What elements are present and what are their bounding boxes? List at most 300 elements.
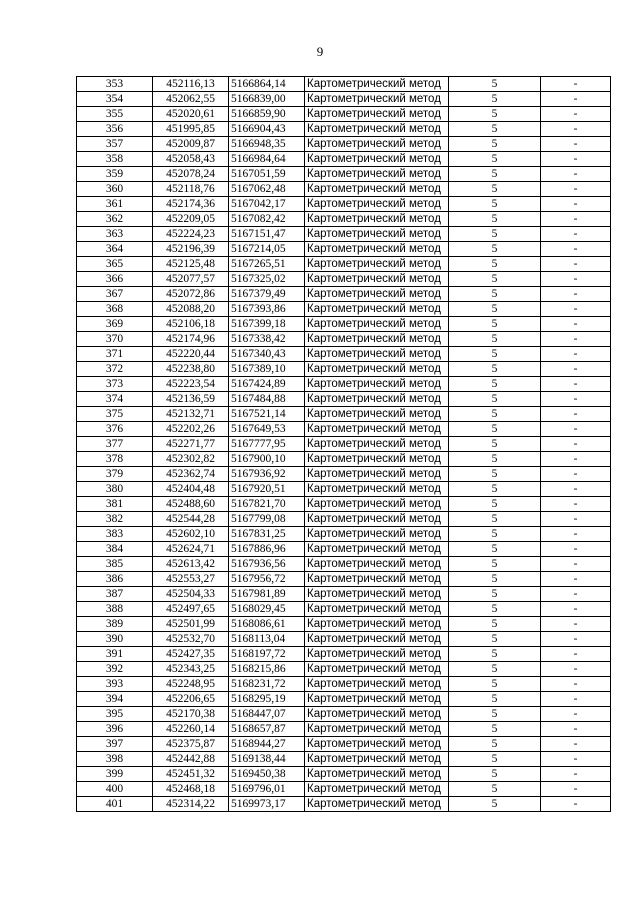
accuracy-cell: 5 <box>449 92 541 107</box>
y-coordinate-cell: 5169973,17 <box>229 797 305 812</box>
note-cell: - <box>541 602 611 617</box>
accuracy-cell: 5 <box>449 752 541 767</box>
point-number-cell: 361 <box>77 197 153 212</box>
y-coordinate-cell: 5167042,17 <box>229 197 305 212</box>
point-number-cell: 398 <box>77 752 153 767</box>
accuracy-cell: 5 <box>449 452 541 467</box>
method-cell: Картометрический метод <box>305 707 449 722</box>
note-cell: - <box>541 677 611 692</box>
y-coordinate-cell: 5168231,72 <box>229 677 305 692</box>
note-cell: - <box>541 197 611 212</box>
point-number-cell: 360 <box>77 182 153 197</box>
accuracy-cell: 5 <box>449 407 541 422</box>
y-coordinate-cell: 5167920,51 <box>229 482 305 497</box>
y-coordinate-cell: 5166904,43 <box>229 122 305 137</box>
method-cell: Картометрический метод <box>305 197 449 212</box>
x-coordinate-cell: 452260,14 <box>153 722 229 737</box>
x-coordinate-cell: 452602,10 <box>153 527 229 542</box>
x-coordinate-cell: 452271,77 <box>153 437 229 452</box>
note-cell: - <box>541 707 611 722</box>
accuracy-cell: 5 <box>449 797 541 812</box>
point-number-cell: 379 <box>77 467 153 482</box>
table-row <box>77 392 611 407</box>
y-coordinate-cell: 5169796,01 <box>229 782 305 797</box>
accuracy-cell: 5 <box>449 137 541 152</box>
table-row <box>77 167 611 182</box>
y-coordinate-cell: 5167062,48 <box>229 182 305 197</box>
method-cell: Картометрический метод <box>305 242 449 257</box>
table-row <box>77 332 611 347</box>
table-row <box>77 437 611 452</box>
point-number-cell: 393 <box>77 677 153 692</box>
accuracy-cell: 5 <box>449 617 541 632</box>
table-row <box>77 302 611 317</box>
y-coordinate-cell: 5168197,72 <box>229 647 305 662</box>
table-row <box>77 737 611 752</box>
method-cell: Картометрический метод <box>305 167 449 182</box>
method-cell: Картометрический метод <box>305 602 449 617</box>
note-cell: - <box>541 212 611 227</box>
note-cell: - <box>541 722 611 737</box>
y-coordinate-cell: 5167389,10 <box>229 362 305 377</box>
point-number-cell: 353 <box>77 77 153 92</box>
note-cell: - <box>541 392 611 407</box>
method-cell: Картометрический метод <box>305 797 449 812</box>
table-row <box>77 422 611 437</box>
accuracy-cell: 5 <box>449 737 541 752</box>
note-cell: - <box>541 407 611 422</box>
y-coordinate-cell: 5167484,88 <box>229 392 305 407</box>
table-row <box>77 122 611 137</box>
note-cell: - <box>541 512 611 527</box>
x-coordinate-cell: 452362,74 <box>153 467 229 482</box>
table-row <box>77 662 611 677</box>
x-coordinate-cell: 452375,87 <box>153 737 229 752</box>
note-cell: - <box>541 92 611 107</box>
y-coordinate-cell: 5168113,04 <box>229 632 305 647</box>
method-cell: Картометрический метод <box>305 677 449 692</box>
table-row <box>77 317 611 332</box>
x-coordinate-cell: 452544,28 <box>153 512 229 527</box>
table-row <box>77 107 611 122</box>
table-row <box>77 152 611 167</box>
page-number: 9 <box>316 44 324 59</box>
y-coordinate-cell: 5168447,07 <box>229 707 305 722</box>
method-cell: Картометрический метод <box>305 272 449 287</box>
accuracy-cell: 5 <box>449 107 541 122</box>
y-coordinate-cell: 5167265,51 <box>229 257 305 272</box>
method-cell: Картометрический метод <box>305 227 449 242</box>
coordinates-table <box>76 76 611 812</box>
table-row <box>77 92 611 107</box>
note-cell: - <box>541 767 611 782</box>
table-row <box>77 692 611 707</box>
point-number-cell: 354 <box>77 92 153 107</box>
x-coordinate-cell: 452497,65 <box>153 602 229 617</box>
method-cell: Картометрический метод <box>305 257 449 272</box>
method-cell: Картометрический метод <box>305 452 449 467</box>
accuracy-cell: 5 <box>449 122 541 137</box>
method-cell: Картометрический метод <box>305 632 449 647</box>
accuracy-cell: 5 <box>449 722 541 737</box>
accuracy-cell: 5 <box>449 497 541 512</box>
method-cell: Картометрический метод <box>305 182 449 197</box>
y-coordinate-cell: 5167956,72 <box>229 572 305 587</box>
table-row <box>77 242 611 257</box>
y-coordinate-cell: 5167399,18 <box>229 317 305 332</box>
point-number-cell: 372 <box>77 362 153 377</box>
note-cell: - <box>541 107 611 122</box>
accuracy-cell: 5 <box>449 347 541 362</box>
point-number-cell: 392 <box>77 662 153 677</box>
x-coordinate-cell: 452553,27 <box>153 572 229 587</box>
accuracy-cell: 5 <box>449 602 541 617</box>
accuracy-cell: 5 <box>449 227 541 242</box>
table-row <box>77 752 611 767</box>
y-coordinate-cell: 5167424,89 <box>229 377 305 392</box>
point-number-cell: 374 <box>77 392 153 407</box>
table-row <box>77 377 611 392</box>
table-row <box>77 782 611 797</box>
note-cell: - <box>541 542 611 557</box>
note-cell: - <box>541 167 611 182</box>
x-coordinate-cell: 452174,36 <box>153 197 229 212</box>
table-row <box>77 572 611 587</box>
table-row <box>77 137 611 152</box>
note-cell: - <box>541 467 611 482</box>
accuracy-cell: 5 <box>449 152 541 167</box>
method-cell: Картометрический метод <box>305 752 449 767</box>
table-row <box>77 347 611 362</box>
method-cell: Картометрический метод <box>305 332 449 347</box>
x-coordinate-cell: 452248,95 <box>153 677 229 692</box>
accuracy-cell: 5 <box>449 512 541 527</box>
note-cell: - <box>541 497 611 512</box>
point-number-cell: 359 <box>77 167 153 182</box>
table-row <box>77 542 611 557</box>
y-coordinate-cell: 5168944,27 <box>229 737 305 752</box>
x-coordinate-cell: 452220,44 <box>153 347 229 362</box>
accuracy-cell: 5 <box>449 257 541 272</box>
x-coordinate-cell: 452202,26 <box>153 422 229 437</box>
method-cell: Картометрический метод <box>305 422 449 437</box>
x-coordinate-cell: 451995,85 <box>153 122 229 137</box>
x-coordinate-cell: 452136,59 <box>153 392 229 407</box>
accuracy-cell: 5 <box>449 527 541 542</box>
point-number-cell: 375 <box>77 407 153 422</box>
y-coordinate-cell: 5167649,53 <box>229 422 305 437</box>
table-row <box>77 767 611 782</box>
accuracy-cell: 5 <box>449 482 541 497</box>
table-row <box>77 407 611 422</box>
point-number-cell: 401 <box>77 797 153 812</box>
x-coordinate-cell: 452078,24 <box>153 167 229 182</box>
x-coordinate-cell: 452106,18 <box>153 317 229 332</box>
table-row <box>77 497 611 512</box>
x-coordinate-cell: 452224,23 <box>153 227 229 242</box>
y-coordinate-cell: 5167340,43 <box>229 347 305 362</box>
y-coordinate-cell: 5167082,42 <box>229 212 305 227</box>
y-coordinate-cell: 5167338,42 <box>229 332 305 347</box>
x-coordinate-cell: 452196,39 <box>153 242 229 257</box>
y-coordinate-cell: 5167214,05 <box>229 242 305 257</box>
point-number-cell: 365 <box>77 257 153 272</box>
point-number-cell: 400 <box>77 782 153 797</box>
note-cell: - <box>541 797 611 812</box>
point-number-cell: 363 <box>77 227 153 242</box>
y-coordinate-cell: 5169450,38 <box>229 767 305 782</box>
y-coordinate-cell: 5167831,25 <box>229 527 305 542</box>
x-coordinate-cell: 452314,22 <box>153 797 229 812</box>
table-row <box>77 557 611 572</box>
note-cell: - <box>541 662 611 677</box>
x-coordinate-cell: 452058,43 <box>153 152 229 167</box>
method-cell: Картометрический метод <box>305 557 449 572</box>
x-coordinate-cell: 452206,65 <box>153 692 229 707</box>
point-number-cell: 364 <box>77 242 153 257</box>
point-number-cell: 357 <box>77 137 153 152</box>
note-cell: - <box>541 632 611 647</box>
method-cell: Картометрический метод <box>305 617 449 632</box>
y-coordinate-cell: 5167151,47 <box>229 227 305 242</box>
accuracy-cell: 5 <box>449 587 541 602</box>
note-cell: - <box>541 272 611 287</box>
note-cell: - <box>541 452 611 467</box>
x-coordinate-cell: 452468,18 <box>153 782 229 797</box>
method-cell: Картометрический метод <box>305 527 449 542</box>
x-coordinate-cell: 452009,87 <box>153 137 229 152</box>
table-row <box>77 482 611 497</box>
table-row <box>77 722 611 737</box>
y-coordinate-cell: 5168029,45 <box>229 602 305 617</box>
method-cell: Картометрический метод <box>305 92 449 107</box>
y-coordinate-cell: 5167799,08 <box>229 512 305 527</box>
method-cell: Картометрический метод <box>305 542 449 557</box>
method-cell: Картометрический метод <box>305 512 449 527</box>
note-cell: - <box>541 647 611 662</box>
method-cell: Картометрический метод <box>305 722 449 737</box>
point-number-cell: 395 <box>77 707 153 722</box>
accuracy-cell: 5 <box>449 362 541 377</box>
table-row <box>77 257 611 272</box>
point-number-cell: 388 <box>77 602 153 617</box>
x-coordinate-cell: 452223,54 <box>153 377 229 392</box>
method-cell: Картометрический метод <box>305 497 449 512</box>
table-row <box>77 227 611 242</box>
accuracy-cell: 5 <box>449 317 541 332</box>
point-number-cell: 371 <box>77 347 153 362</box>
note-cell: - <box>541 752 611 767</box>
table-row <box>77 512 611 527</box>
y-coordinate-cell: 5167936,92 <box>229 467 305 482</box>
accuracy-cell: 5 <box>449 467 541 482</box>
method-cell: Картометрический метод <box>305 437 449 452</box>
method-cell: Картометрический метод <box>305 392 449 407</box>
point-number-cell: 378 <box>77 452 153 467</box>
point-number-cell: 370 <box>77 332 153 347</box>
accuracy-cell: 5 <box>449 662 541 677</box>
table-row <box>77 587 611 602</box>
x-coordinate-cell: 452613,42 <box>153 557 229 572</box>
accuracy-cell: 5 <box>449 647 541 662</box>
y-coordinate-cell: 5168086,61 <box>229 617 305 632</box>
point-number-cell: 380 <box>77 482 153 497</box>
accuracy-cell: 5 <box>449 692 541 707</box>
method-cell: Картометрический метод <box>305 407 449 422</box>
note-cell: - <box>541 737 611 752</box>
y-coordinate-cell: 5167777,95 <box>229 437 305 452</box>
accuracy-cell: 5 <box>449 77 541 92</box>
point-number-cell: 390 <box>77 632 153 647</box>
y-coordinate-cell: 5166984,64 <box>229 152 305 167</box>
method-cell: Картометрический метод <box>305 137 449 152</box>
x-coordinate-cell: 452174,96 <box>153 332 229 347</box>
table-row <box>77 647 611 662</box>
note-cell: - <box>541 347 611 362</box>
point-number-cell: 381 <box>77 497 153 512</box>
accuracy-cell: 5 <box>449 182 541 197</box>
method-cell: Картометрический метод <box>305 287 449 302</box>
accuracy-cell: 5 <box>449 287 541 302</box>
accuracy-cell: 5 <box>449 332 541 347</box>
table-row <box>77 287 611 302</box>
x-coordinate-cell: 452404,48 <box>153 482 229 497</box>
table-row <box>77 272 611 287</box>
accuracy-cell: 5 <box>449 167 541 182</box>
x-coordinate-cell: 452451,32 <box>153 767 229 782</box>
y-coordinate-cell: 5167393,86 <box>229 302 305 317</box>
note-cell: - <box>541 527 611 542</box>
point-number-cell: 358 <box>77 152 153 167</box>
x-coordinate-cell: 452504,33 <box>153 587 229 602</box>
method-cell: Картометрический метод <box>305 122 449 137</box>
accuracy-cell: 5 <box>449 392 541 407</box>
table-row <box>77 197 611 212</box>
y-coordinate-cell: 5167886,96 <box>229 542 305 557</box>
method-cell: Картометрический метод <box>305 347 449 362</box>
point-number-cell: 355 <box>77 107 153 122</box>
table-row <box>77 707 611 722</box>
table-row <box>77 182 611 197</box>
y-coordinate-cell: 5167821,70 <box>229 497 305 512</box>
x-coordinate-cell: 452088,20 <box>153 302 229 317</box>
x-coordinate-cell: 452072,86 <box>153 287 229 302</box>
note-cell: - <box>541 317 611 332</box>
table-row <box>77 797 611 812</box>
x-coordinate-cell: 452427,35 <box>153 647 229 662</box>
accuracy-cell: 5 <box>449 542 541 557</box>
y-coordinate-cell: 5168657,87 <box>229 722 305 737</box>
method-cell: Картометрический метод <box>305 662 449 677</box>
table-row <box>77 527 611 542</box>
point-number-cell: 367 <box>77 287 153 302</box>
note-cell: - <box>541 557 611 572</box>
y-coordinate-cell: 5166859,90 <box>229 107 305 122</box>
y-coordinate-cell: 5166839,00 <box>229 92 305 107</box>
point-number-cell: 394 <box>77 692 153 707</box>
table-row <box>77 212 611 227</box>
table-row <box>77 602 611 617</box>
point-number-cell: 356 <box>77 122 153 137</box>
method-cell: Картометрический метод <box>305 782 449 797</box>
note-cell: - <box>541 242 611 257</box>
method-cell: Картометрический метод <box>305 692 449 707</box>
point-number-cell: 391 <box>77 647 153 662</box>
point-number-cell: 387 <box>77 587 153 602</box>
y-coordinate-cell: 5166864,14 <box>229 77 305 92</box>
note-cell: - <box>541 152 611 167</box>
method-cell: Картометрический метод <box>305 572 449 587</box>
accuracy-cell: 5 <box>449 302 541 317</box>
table-row <box>77 677 611 692</box>
note-cell: - <box>541 587 611 602</box>
x-coordinate-cell: 452302,82 <box>153 452 229 467</box>
accuracy-cell: 5 <box>449 707 541 722</box>
note-cell: - <box>541 617 611 632</box>
method-cell: Картометрический метод <box>305 317 449 332</box>
note-cell: - <box>541 437 611 452</box>
y-coordinate-cell: 5169138,44 <box>229 752 305 767</box>
note-cell: - <box>541 77 611 92</box>
table-row <box>77 617 611 632</box>
accuracy-cell: 5 <box>449 767 541 782</box>
table-row <box>77 632 611 647</box>
accuracy-cell: 5 <box>449 572 541 587</box>
x-coordinate-cell: 452532,70 <box>153 632 229 647</box>
note-cell: - <box>541 137 611 152</box>
point-number-cell: 376 <box>77 422 153 437</box>
point-number-cell: 369 <box>77 317 153 332</box>
y-coordinate-cell: 5168295,19 <box>229 692 305 707</box>
y-coordinate-cell: 5167379,49 <box>229 287 305 302</box>
table-row <box>77 362 611 377</box>
table-body <box>77 77 611 812</box>
accuracy-cell: 5 <box>449 197 541 212</box>
x-coordinate-cell: 452077,57 <box>153 272 229 287</box>
x-coordinate-cell: 452125,48 <box>153 257 229 272</box>
y-coordinate-cell: 5167900,10 <box>229 452 305 467</box>
point-number-cell: 389 <box>77 617 153 632</box>
accuracy-cell: 5 <box>449 437 541 452</box>
point-number-cell: 397 <box>77 737 153 752</box>
note-cell: - <box>541 692 611 707</box>
accuracy-cell: 5 <box>449 557 541 572</box>
point-number-cell: 366 <box>77 272 153 287</box>
note-cell: - <box>541 182 611 197</box>
accuracy-cell: 5 <box>449 377 541 392</box>
method-cell: Картометрический метод <box>305 377 449 392</box>
x-coordinate-cell: 452209,05 <box>153 212 229 227</box>
accuracy-cell: 5 <box>449 677 541 692</box>
point-number-cell: 385 <box>77 557 153 572</box>
x-coordinate-cell: 452343,25 <box>153 662 229 677</box>
table-row <box>77 452 611 467</box>
note-cell: - <box>541 302 611 317</box>
x-coordinate-cell: 452501,99 <box>153 617 229 632</box>
point-number-cell: 396 <box>77 722 153 737</box>
point-number-cell: 382 <box>77 512 153 527</box>
method-cell: Картометрический метод <box>305 767 449 782</box>
method-cell: Картометрический метод <box>305 77 449 92</box>
method-cell: Картометрический метод <box>305 362 449 377</box>
x-coordinate-cell: 452116,13 <box>153 77 229 92</box>
point-number-cell: 386 <box>77 572 153 587</box>
accuracy-cell: 5 <box>449 242 541 257</box>
x-coordinate-cell: 452442,88 <box>153 752 229 767</box>
method-cell: Картометрический метод <box>305 482 449 497</box>
y-coordinate-cell: 5166948,35 <box>229 137 305 152</box>
method-cell: Картометрический метод <box>305 212 449 227</box>
